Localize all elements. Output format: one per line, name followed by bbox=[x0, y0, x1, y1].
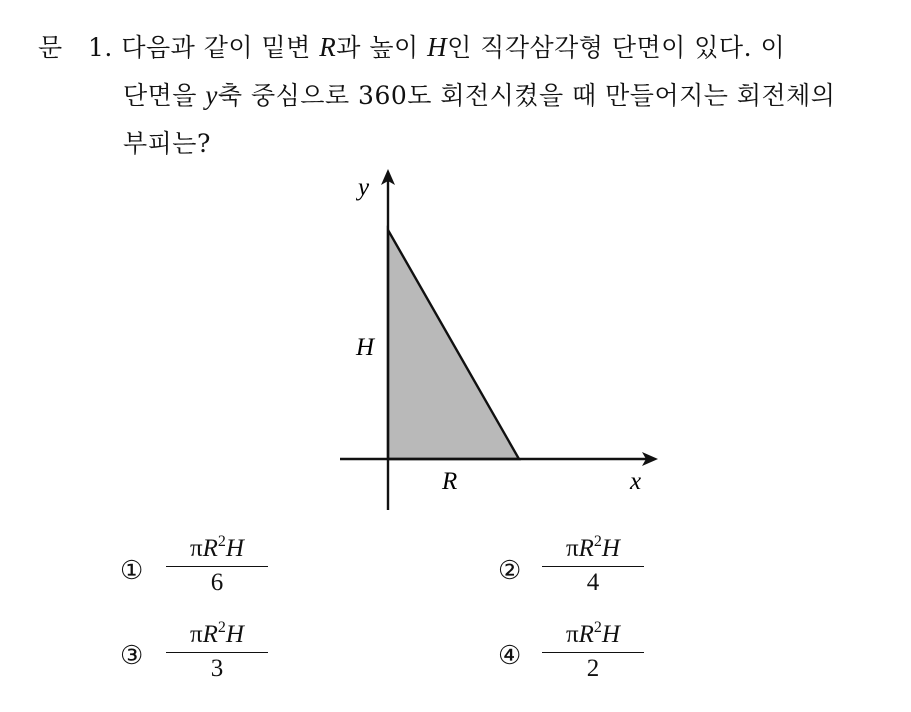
question-line-1: 문 1. 다음과 같이 밑변 R과 높이 H인 직각삼각형 단면이 있다. 이 bbox=[38, 32, 786, 62]
choice-2-marker[interactable]: ② bbox=[498, 556, 522, 586]
choice-4-fraction[interactable]: $\pi R^2H$ 2 bbox=[538, 620, 648, 685]
choice-3-marker[interactable]: ③ bbox=[120, 641, 144, 671]
y-axis-label: y bbox=[358, 174, 370, 201]
question-line-2: 단면을 y축 중심으로 360도 회전시켰을 때 만들어지는 회전체의 bbox=[123, 80, 836, 110]
base-label: R bbox=[442, 468, 458, 495]
choice-3-fraction[interactable]: $\pi R^2H$ 3 bbox=[162, 620, 272, 685]
x-axis-label: x bbox=[630, 468, 642, 495]
choice-1-marker[interactable]: ① bbox=[120, 556, 144, 586]
triangle-figure bbox=[320, 165, 665, 520]
choice-4-marker[interactable]: ④ bbox=[498, 641, 522, 671]
question-label: 문 bbox=[38, 33, 63, 62]
var-r: R bbox=[319, 32, 337, 62]
choice-1-fraction[interactable]: $\pi R^2H$ 6 bbox=[162, 534, 272, 599]
choice-2-fraction[interactable]: $\pi R^2H$ 4 bbox=[538, 534, 648, 599]
var-y: y bbox=[205, 80, 218, 110]
question-line-3: 부피는? bbox=[123, 129, 211, 158]
question-number: 1. bbox=[88, 33, 113, 62]
var-h: H bbox=[427, 32, 448, 62]
shaded-triangle bbox=[388, 230, 519, 459]
height-label: H bbox=[356, 334, 375, 361]
